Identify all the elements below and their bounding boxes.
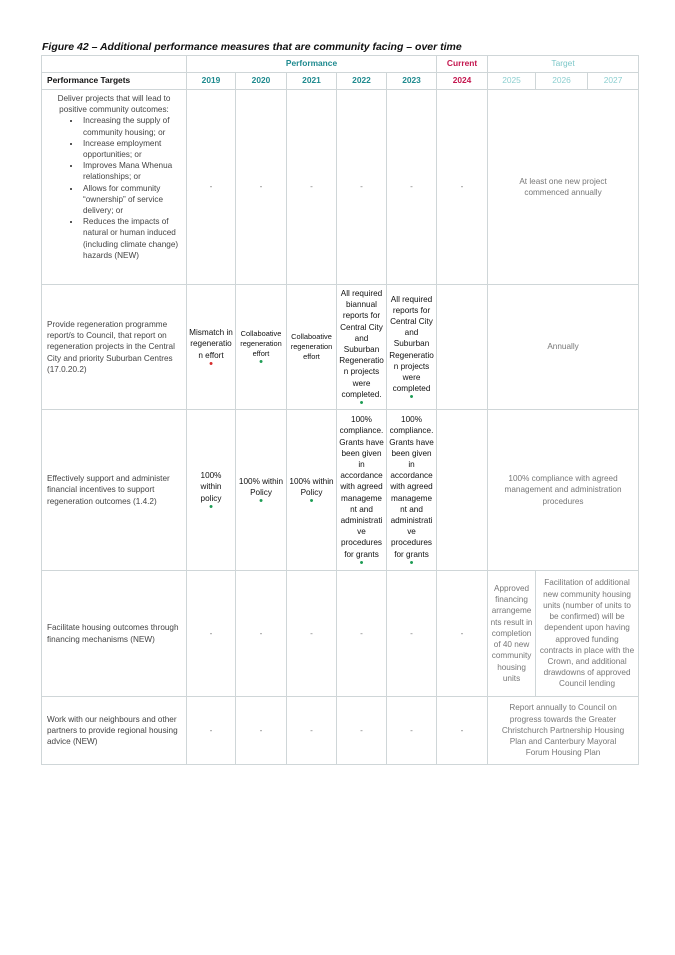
value-2019: [187, 285, 236, 410]
status-dot-green: •: [259, 495, 263, 508]
value-2024: [437, 285, 488, 410]
year-header-2022: 2022: [337, 73, 387, 90]
target-description: Facilitate housing outcomes through financing mechanisms (NEW): [42, 571, 187, 697]
performance-table: [41, 55, 639, 765]
value-text: 100% compliance. Grants have been given in accordance with agreed management and administrative procedures for grants: [339, 415, 384, 559]
bullet-item: • Improves Mana Whenua relationships; or: [81, 160, 181, 182]
value-2020: [236, 410, 287, 571]
value-2022: [337, 410, 387, 571]
target-value: At least one new project commenced annually: [488, 90, 639, 285]
value-2021: -: [287, 90, 337, 285]
target-value: 100% compliance with agreed management and administration procedures: [488, 410, 639, 571]
value-text: Mismatch in regeneration effort: [189, 328, 233, 360]
value-2023: -: [387, 571, 437, 697]
value-2024: [437, 410, 488, 571]
value-2024: -: [437, 90, 488, 285]
status-dot-green: •: [359, 397, 364, 410]
value-2020: [236, 285, 287, 410]
value-text: 100% within Policy: [238, 476, 284, 497]
table-row: [42, 285, 639, 410]
bullet-item: • Allows for community “ownership” of service delivery; or: [81, 183, 181, 217]
value-2019: -: [187, 571, 236, 697]
year-header-2027: 2027: [588, 73, 639, 90]
value-2021: Collaboative regeneration effort: [287, 285, 337, 410]
value-2019: -: [187, 90, 236, 285]
value-2021: -: [287, 697, 337, 765]
target-description: Work with our neighbours and other partners to provide regional housing advice (NEW): [42, 697, 187, 765]
description-intro: Deliver projects that will lead to positive community outcomes:: [57, 94, 171, 115]
bullet-item: • Increase employment opportunities; or: [81, 138, 181, 160]
value-2023: -: [387, 697, 437, 765]
target-description: Provide regeneration programme report/s to Council, that report on regeneration projects in the Central City and priority Suburban Centres (17.0.20.2): [42, 285, 187, 410]
group-current-header: Current: [437, 56, 488, 73]
year-header-2024: 2024: [437, 73, 488, 90]
bullet-item: • Increasing the supply of community housing; or: [81, 115, 181, 137]
value-2023: [387, 410, 437, 571]
value-text: All required reports for Central City and Suburban Regeneration projects were completed: [389, 294, 434, 394]
target-value: Annually: [488, 285, 639, 410]
value-2020: -: [236, 571, 287, 697]
table-row: [42, 90, 639, 285]
group-performance-header: Performance: [187, 56, 437, 73]
value-text: 100% within Policy: [289, 476, 334, 497]
status-dot-green: •: [209, 500, 213, 513]
status-dot-red: •: [209, 357, 213, 370]
performance-targets-header: Performance Targets: [42, 73, 187, 90]
bullet-item: • Reduces the impacts of natural or human induced (including climate change) hazards (NEW): [81, 216, 181, 261]
value-2022: -: [337, 697, 387, 765]
value-2019: -: [187, 697, 236, 765]
value-2023: [387, 285, 437, 410]
value-2021: -: [287, 571, 337, 697]
target-value-2026-2027: Facilitation of additional new community housing units (number of units to be confirmed) will be dependent upon having approved funding contracts in place with the Crown, and additional drawdowns of approved Council lending: [536, 571, 639, 697]
year-header-2019: 2019: [187, 73, 236, 90]
value-2023: -: [387, 90, 437, 285]
year-header-2020: 2020: [236, 73, 287, 90]
status-dot-green: •: [409, 556, 414, 569]
value-text: 100% compliance. Grants have been given in accordance with agreed management and administrative procedures for grants: [389, 415, 434, 559]
value-2022: -: [337, 90, 387, 285]
value-2019: [187, 410, 236, 571]
table-row: [42, 571, 639, 697]
target-description: Effectively support and administer financial incentives to support regeneration outcomes (1.4.2): [42, 410, 187, 571]
value-text: 100% within policy: [200, 471, 222, 503]
figure-caption: Figure 42 – Additional performance measures that are community facing – over time: [42, 41, 462, 53]
value-text: Collaboative regeneration effort: [240, 329, 282, 358]
year-header-2026: 2026: [536, 73, 588, 90]
target-value: Report annually to Council on progress towards the Greater Christchurch Partnership Housing Plan and Canterbury Mayoral Forum Housing Plan: [488, 697, 639, 765]
description-bullets: [47, 115, 181, 261]
value-2024: -: [437, 571, 488, 697]
status-dot-green: •: [359, 556, 364, 569]
group-header-row: [42, 56, 639, 73]
year-header-2021: 2021: [287, 73, 337, 90]
target-value-2025: Approved financing arrangements result in completion of 40 new community housing units: [488, 571, 536, 697]
value-2020: -: [236, 697, 287, 765]
value-2021: [287, 410, 337, 571]
table-row: [42, 697, 639, 765]
group-target-header: Target: [488, 56, 639, 73]
value-2020: -: [236, 90, 287, 285]
year-header-2023: 2023: [387, 73, 437, 90]
status-dot-green: •: [409, 391, 414, 404]
column-header-row: [42, 73, 639, 90]
status-dot-green: •: [259, 356, 263, 368]
table-row: [42, 410, 639, 571]
value-text: All required biannual reports for Central City and Suburban Regeneration projects were completed.: [339, 288, 384, 399]
value-2024: -: [437, 697, 488, 765]
status-dot-green: •: [309, 495, 314, 508]
value-2022: [337, 285, 387, 410]
empty-header-cell: [42, 56, 187, 73]
target-description: [42, 90, 187, 285]
value-2022: -: [337, 571, 387, 697]
year-header-2025: 2025: [488, 73, 536, 90]
